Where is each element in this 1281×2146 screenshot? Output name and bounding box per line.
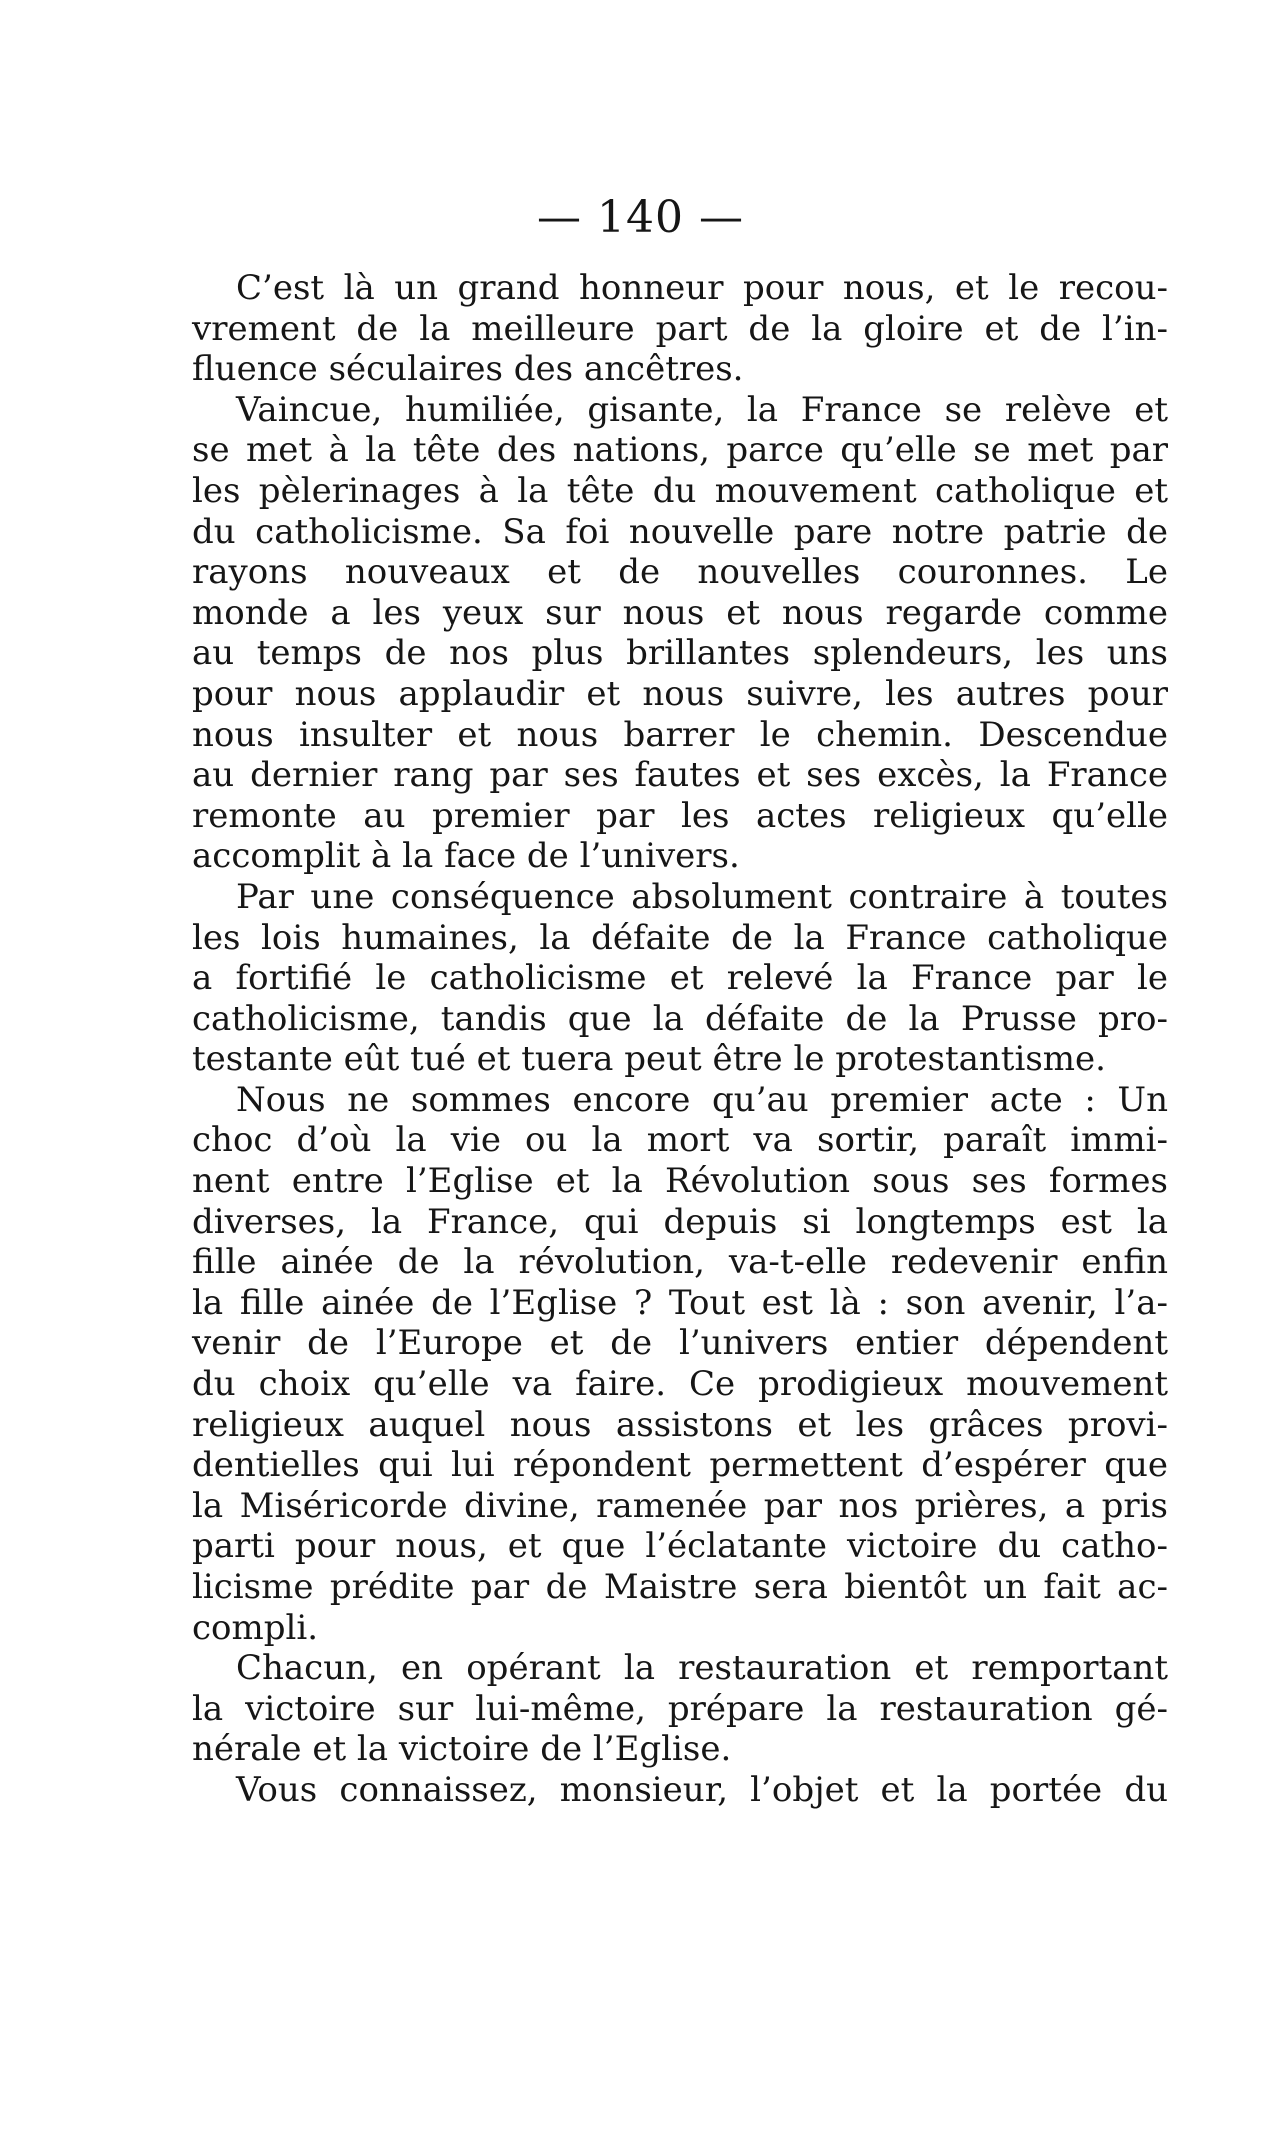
text-line: rayons nouveaux et de nouvelles couronnes. Le — [192, 552, 1168, 593]
text-line: dentielles qui lui répondent permettent d’espérer que — [192, 1445, 1168, 1486]
paragraph — [192, 1648, 1168, 1770]
paragraph — [192, 1770, 1168, 1811]
text-line: venir de l’Europe et de l’univers entier dépendent — [192, 1323, 1168, 1364]
text-line: les lois humaines, la défaite de la France catholique — [192, 917, 1168, 958]
text-line: parti pour nous, et que l’éclatante victoire du catho- — [192, 1526, 1168, 1567]
text-line: la fille ainée de l’Eglise ? Tout est là : son avenir, l’a- — [192, 1282, 1168, 1323]
paragraph — [192, 268, 1168, 390]
text-line: monde a les yeux sur nous et nous regarde comme — [192, 592, 1168, 633]
text-line: compli. — [192, 1607, 319, 1648]
text-line: Nous ne sommes encore qu’au premier acte : Un — [236, 1079, 1168, 1120]
text-line: fille ainée de la révolution, va-t-elle redevenir enfin — [192, 1242, 1168, 1283]
text-line: religieux auquel nous assistons et les grâces provi- — [192, 1404, 1168, 1445]
text-line: testante eût tué et tuera peut être le protestantisme. — [192, 1039, 1106, 1080]
text-line: les pèlerinages à la tête du mouvement catholique et — [192, 470, 1168, 511]
text-line: du catholicisme. Sa foi nouvelle pare notre patrie de — [192, 511, 1168, 552]
text-line: accomplit à la face de l’univers. — [192, 836, 740, 877]
text-line: fluence séculaires des ancêtres. — [192, 349, 744, 390]
text-line: du choix qu’elle va faire. Ce prodigieux mouvement — [192, 1364, 1168, 1405]
text-line: Par une conséquence absolument contraire à toutes — [236, 876, 1168, 917]
text-line: diverses, la France, qui depuis si longtemps est la — [192, 1201, 1168, 1242]
paragraph — [192, 877, 1168, 1080]
paragraph — [192, 390, 1168, 877]
text-line: la Miséricorde divine, ramenée par nos prières, a pris — [192, 1485, 1168, 1526]
page-number: — 140 — — [537, 192, 744, 243]
text-line: Vaincue, humiliée, gisante, la France se relève et — [236, 389, 1168, 430]
text-line: pour nous applaudir et nous suivre, les autres pour — [192, 673, 1168, 714]
text-line: a fortifié le catholicisme et relevé la France par le — [192, 958, 1168, 999]
paragraph — [192, 1080, 1168, 1648]
text-line: remonte au premier par les actes religieux qu’elle — [192, 795, 1168, 836]
text-line: choc d’où la vie ou la mort va sortir, paraît immi- — [192, 1120, 1168, 1161]
text-line: nérale et la victoire de l’Eglise. — [192, 1729, 732, 1770]
text-line: nous insulter et nous barrer le chemin. Descendue — [192, 714, 1168, 755]
text-line: Chacun, en opérant la restauration et remportant — [236, 1648, 1168, 1689]
text-line: nent entre l’Eglise et la Révolution sous ses formes — [192, 1161, 1168, 1202]
text-line: C’est là un grand honneur pour nous, et le recou- — [236, 268, 1168, 308]
text-line: au temps de nos plus brillantes splendeurs, les uns — [192, 633, 1168, 674]
text-line: se met à la tête des nations, parce qu’elle se met par — [192, 430, 1168, 471]
body-text — [192, 268, 1168, 1811]
text-line: la victoire sur lui-même, prépare la restauration gé- — [192, 1688, 1168, 1729]
text-line: licisme prédite par de Maistre sera bientôt un fait ac- — [192, 1567, 1168, 1607]
text-line: Vous connaissez, monsieur, l’objet et la portée du — [236, 1769, 1168, 1810]
text-line: vrement de la meilleure part de la gloire et de l’in- — [192, 308, 1168, 349]
text-line: catholicisme, tandis que la défaite de la Prusse pro- — [192, 998, 1168, 1039]
text-line: au dernier rang par ses fautes et ses excès, la France — [192, 755, 1168, 796]
